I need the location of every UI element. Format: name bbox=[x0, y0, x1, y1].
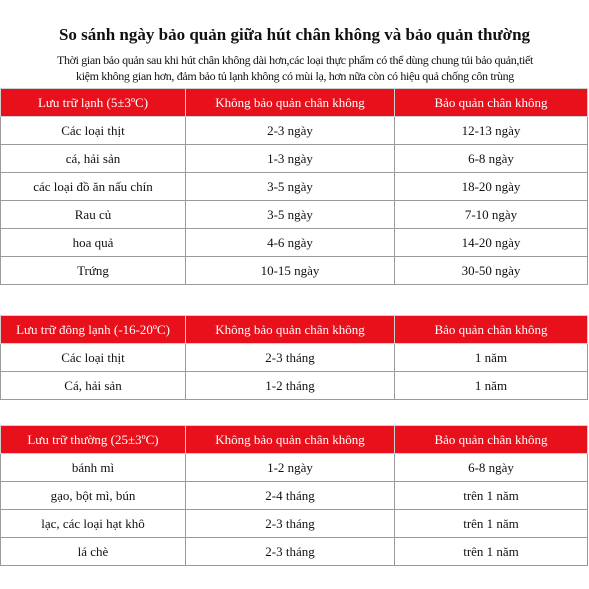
header-storage-type: Lưu trữ lạnh (5±3ºC) bbox=[1, 89, 186, 117]
no-vacuum-cell: 10-15 ngày bbox=[186, 257, 395, 285]
header-no-vacuum: Không bảo quản chân không bbox=[186, 316, 395, 344]
table-header-row bbox=[1, 89, 588, 117]
no-vacuum-cell: 1-3 ngày bbox=[186, 145, 395, 173]
no-vacuum-cell: 2-4 tháng bbox=[186, 482, 395, 510]
table-header-row bbox=[1, 426, 588, 454]
vacuum-cell: 1 năm bbox=[395, 372, 588, 400]
header-vacuum: Bảo quản chân không bbox=[395, 426, 588, 454]
table-row bbox=[1, 201, 588, 229]
vacuum-cell: 7-10 ngày bbox=[395, 201, 588, 229]
food-cell: Cá, hải sản bbox=[1, 372, 186, 400]
food-cell: bánh mì bbox=[1, 454, 186, 482]
table-row bbox=[1, 454, 588, 482]
header-no-vacuum: Không bảo quản chân không bbox=[186, 89, 395, 117]
no-vacuum-cell: 2-3 tháng bbox=[186, 538, 395, 566]
header-vacuum: Bảo quản chân không bbox=[395, 89, 588, 117]
vacuum-cell: 6-8 ngày bbox=[395, 145, 588, 173]
table-row bbox=[1, 372, 588, 400]
food-cell: cá, hải sản bbox=[1, 145, 186, 173]
vacuum-cell: 12-13 ngày bbox=[395, 117, 588, 145]
table-row bbox=[1, 257, 588, 285]
no-vacuum-cell: 2-3 tháng bbox=[186, 510, 395, 538]
vacuum-cell: trên 1 năm bbox=[395, 538, 588, 566]
header-vacuum: Bảo quản chân không bbox=[395, 316, 588, 344]
header-storage-type: Lưu trữ thường (25±3ºC) bbox=[1, 426, 186, 454]
table-header-row bbox=[1, 316, 588, 344]
intro-line-1: Thời gian bảo quản sau khi hút chân không dài hơn,các loại thực phẩm có thể dùng chung túi bảo quản,tiết bbox=[56, 53, 533, 67]
table-row bbox=[1, 173, 588, 201]
page-title: So sánh ngày bảo quản giữa hút chân không và bảo quản thường bbox=[58, 25, 531, 44]
vacuum-cell: 6-8 ngày bbox=[395, 454, 588, 482]
table-row bbox=[1, 344, 588, 372]
table-row bbox=[1, 510, 588, 538]
no-vacuum-cell: 1-2 tháng bbox=[186, 372, 395, 400]
food-cell: lá chè bbox=[1, 538, 186, 566]
vacuum-cell: 18-20 ngày bbox=[395, 173, 588, 201]
header-storage-type: Lưu trữ đông lạnh (-16-20ºC) bbox=[1, 316, 186, 344]
header-no-vacuum: Không bảo quản chân không bbox=[186, 426, 395, 454]
cold-storage-table bbox=[0, 88, 588, 285]
no-vacuum-cell: 4-6 ngày bbox=[186, 229, 395, 257]
no-vacuum-cell: 2-3 tháng bbox=[186, 344, 395, 372]
food-cell: gạo, bột mì, bún bbox=[1, 482, 186, 510]
intro-text bbox=[2, 52, 588, 84]
room-temperature-storage-table bbox=[0, 425, 588, 566]
table-row bbox=[1, 229, 588, 257]
no-vacuum-cell: 1-2 ngày bbox=[186, 454, 395, 482]
table-row bbox=[1, 538, 588, 566]
table-row bbox=[1, 117, 588, 145]
vacuum-cell: trên 1 năm bbox=[395, 482, 588, 510]
food-cell: lạc, các loại hạt khô bbox=[1, 510, 186, 538]
no-vacuum-cell: 2-3 ngày bbox=[186, 117, 395, 145]
frozen-storage-table bbox=[0, 315, 588, 400]
food-cell: Rau củ bbox=[1, 201, 186, 229]
food-cell: hoa quả bbox=[1, 229, 186, 257]
table-row bbox=[1, 482, 588, 510]
vacuum-cell: trên 1 năm bbox=[395, 510, 588, 538]
no-vacuum-cell: 3-5 ngày bbox=[186, 173, 395, 201]
intro-line-2: kiệm không gian hơn, đảm bảo tủ lạnh không có mùi lạ, hơn nữa còn có hiệu quả chống côn trùng bbox=[76, 69, 514, 83]
table-row bbox=[1, 145, 588, 173]
no-vacuum-cell: 3-5 ngày bbox=[186, 201, 395, 229]
food-cell: Trứng bbox=[1, 257, 186, 285]
vacuum-cell: 30-50 ngày bbox=[395, 257, 588, 285]
food-cell: các loại đồ ăn nấu chín bbox=[1, 173, 186, 201]
vacuum-cell: 1 năm bbox=[395, 344, 588, 372]
food-cell: Các loại thịt bbox=[1, 344, 186, 372]
food-cell: Các loại thịt bbox=[1, 117, 186, 145]
vacuum-cell: 14-20 ngày bbox=[395, 229, 588, 257]
